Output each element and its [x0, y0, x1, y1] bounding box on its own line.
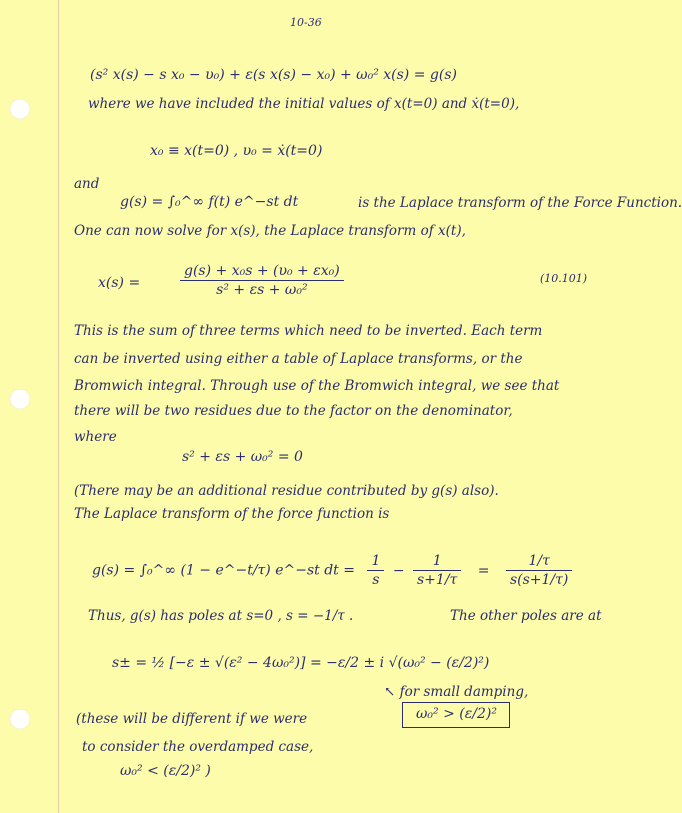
equals-sign: = — [477, 562, 490, 579]
text-line: This is the sum of three terms which need to be inverted. Each term — [74, 323, 543, 339]
text-line: where — [74, 429, 117, 445]
fraction-denominator: s — [372, 572, 380, 588]
minus-sign: − — [392, 562, 405, 579]
equation-xs-fraction — [180, 262, 344, 299]
equation-xs-denominator: s² + εs + ω₀² — [216, 282, 308, 298]
binder-hole-top — [10, 99, 30, 119]
text-line: Thus, g(s) has poles at s=0 , s = −1/τ . — [88, 608, 354, 624]
binder-hole-bottom — [10, 709, 30, 729]
text-line: The other poles are at — [450, 608, 602, 624]
text-line: there will be two residues due to the factor on the denominator, — [74, 403, 513, 419]
fraction-denominator: s(s+1/τ) — [509, 572, 569, 588]
equation-g-force — [92, 552, 572, 589]
equation-characteristic: s² + εs + ω₀² = 0 — [182, 449, 303, 465]
text-line: One can now solve for x(s), the Laplace transform of x(t), — [74, 223, 466, 239]
page-number: 10-36 — [290, 16, 322, 29]
condition-overdamped: ω₀² < (ε/2)² ) — [120, 763, 211, 779]
equation-g-definition: g(s) = ∫₀^∞ f(t) e^−st dt — [120, 194, 299, 210]
equation-g-force-lhs: g(s) = ∫₀^∞ (1 − e^−t/τ) e^−st dt = — [92, 562, 355, 579]
fraction-numerator: 1 — [367, 552, 384, 571]
fraction-numerator: 1/τ — [506, 552, 572, 571]
text-line: The Laplace transform of the force function is — [74, 506, 390, 522]
equation-roots: s± = ½ [−ε ± √(ε² − 4ω₀²)] = −ε/2 ± i √(ω₀² − (ε/2)²) — [112, 655, 490, 671]
equation-number: (10.101) — [540, 272, 588, 285]
equation-laplace-ode: (s² x(s) − s x₀ − υ₀) + ε(s x(s) − x₀) + ω₀² x(s) = g(s) — [90, 67, 457, 83]
equation-xs-lhs: x(s) = — [98, 275, 141, 291]
equation-xs-numerator: g(s) + x₀s + (υ₀ + εx₀) — [180, 262, 344, 281]
text-line: (There may be an additional residue contributed by g(s) also). — [74, 483, 499, 499]
margin-line — [58, 0, 59, 813]
binder-hole-middle — [10, 389, 30, 409]
text-line: and — [74, 176, 100, 192]
text-line: Bromwich integral. Through use of the Bromwich integral, we see that — [74, 378, 560, 394]
note-small-damping: ↖ for small damping, — [384, 684, 529, 700]
text-line: can be inverted using either a table of Laplace transforms, or the — [74, 351, 523, 367]
text-line: where we have included the initial values of x(t=0) and ẋ(t=0), — [88, 96, 520, 112]
text-line: (these will be different if we were — [76, 711, 308, 727]
equation-initial-values: x₀ ≡ x(t=0) , υ₀ = ẋ(t=0) — [150, 143, 323, 159]
condition-underdamped: ω₀² > (ε/2)² — [416, 706, 497, 722]
fraction-numerator: 1 — [413, 552, 461, 571]
text-line: to consider the overdamped case, — [82, 739, 314, 755]
text-line: is the Laplace transform of the Force Function. — [358, 195, 682, 211]
fraction-denominator: s+1/τ — [417, 572, 458, 588]
